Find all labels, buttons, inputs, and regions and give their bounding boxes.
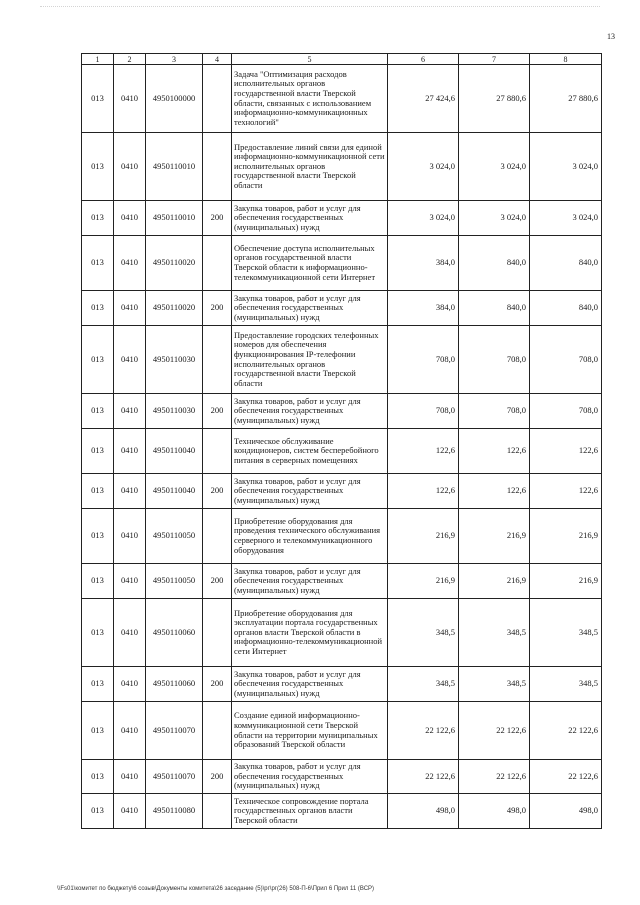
amount-2019-cell: 348,5 bbox=[530, 599, 602, 667]
grbs-code-cell: 013 bbox=[82, 509, 114, 564]
amount-2018-cell: 122,6 bbox=[459, 474, 530, 509]
description-cell: Закупка товаров, работ и услуг для обеспечения государственных (муниципальных) нужд bbox=[232, 667, 388, 702]
amount-2018-cell: 708,0 bbox=[459, 326, 530, 394]
amount-2017-cell: 708,0 bbox=[388, 326, 459, 394]
description-cell: Техническое сопровождение портала государственных органов власти Тверской области bbox=[232, 794, 388, 829]
target-article-code-cell: 4950110070 bbox=[146, 760, 203, 794]
table-row bbox=[82, 133, 602, 201]
grbs-code-cell: 013 bbox=[82, 394, 114, 429]
table-row bbox=[82, 291, 602, 326]
amount-2019-cell: 27 880,6 bbox=[530, 65, 602, 133]
amount-2018-cell: 3 024,0 bbox=[459, 133, 530, 201]
grbs-code-cell: 013 bbox=[82, 65, 114, 133]
amount-2017-cell: 27 424,6 bbox=[388, 65, 459, 133]
amount-2018-cell: 708,0 bbox=[459, 394, 530, 429]
budget-table bbox=[81, 53, 602, 829]
table-row bbox=[82, 509, 602, 564]
target-article-code-cell: 4950110070 bbox=[146, 702, 203, 760]
column-header: 8 bbox=[530, 54, 602, 65]
section-code-cell: 0410 bbox=[114, 394, 146, 429]
column-header: 6 bbox=[388, 54, 459, 65]
expense-type-code-cell bbox=[203, 236, 232, 291]
section-code-cell: 0410 bbox=[114, 509, 146, 564]
table-row bbox=[82, 564, 602, 599]
grbs-code-cell: 013 bbox=[82, 794, 114, 829]
amount-2017-cell: 22 122,6 bbox=[388, 702, 459, 760]
amount-2017-cell: 348,5 bbox=[388, 667, 459, 702]
section-code-cell: 0410 bbox=[114, 133, 146, 201]
amount-2017-cell: 122,6 bbox=[388, 474, 459, 509]
grbs-code-cell: 013 bbox=[82, 236, 114, 291]
amount-2019-cell: 3 024,0 bbox=[530, 133, 602, 201]
expense-type-code-cell bbox=[203, 429, 232, 474]
amount-2019-cell: 122,6 bbox=[530, 474, 602, 509]
description-cell: Приобретение оборудования для эксплуатации портала государственных органов власти Тверской области в информационно-телекоммуникационной сети Интернет bbox=[232, 599, 388, 667]
expense-type-code-cell: 200 bbox=[203, 760, 232, 794]
table-row bbox=[82, 760, 602, 794]
scan-artifact-line bbox=[40, 6, 600, 10]
amount-2019-cell: 708,0 bbox=[530, 326, 602, 394]
target-article-code-cell: 4950110020 bbox=[146, 291, 203, 326]
amount-2019-cell: 708,0 bbox=[530, 394, 602, 429]
expense-type-code-cell bbox=[203, 326, 232, 394]
expense-type-code-cell bbox=[203, 65, 232, 133]
amount-2018-cell: 122,6 bbox=[459, 429, 530, 474]
column-header: 3 bbox=[146, 54, 203, 65]
table-row bbox=[82, 236, 602, 291]
amount-2018-cell: 22 122,6 bbox=[459, 702, 530, 760]
amount-2019-cell: 348,5 bbox=[530, 667, 602, 702]
amount-2019-cell: 22 122,6 bbox=[530, 702, 602, 760]
grbs-code-cell: 013 bbox=[82, 201, 114, 236]
grbs-code-cell: 013 bbox=[82, 474, 114, 509]
table-row bbox=[82, 201, 602, 236]
expense-type-code-cell: 200 bbox=[203, 201, 232, 236]
target-article-code-cell: 4950110030 bbox=[146, 394, 203, 429]
grbs-code-cell: 013 bbox=[82, 133, 114, 201]
grbs-code-cell: 013 bbox=[82, 326, 114, 394]
amount-2018-cell: 348,5 bbox=[459, 667, 530, 702]
amount-2017-cell: 216,9 bbox=[388, 509, 459, 564]
description-cell: Приобретение оборудования для проведения технического обслуживания серверного и телекоммуникационного оборудования bbox=[232, 509, 388, 564]
table-row bbox=[82, 702, 602, 760]
section-code-cell: 0410 bbox=[114, 760, 146, 794]
section-code-cell: 0410 bbox=[114, 667, 146, 702]
amount-2019-cell: 498,0 bbox=[530, 794, 602, 829]
description-cell: Создание единой информационно-коммуникационной сети Тверской области на территории муниципальных образований Тверской области bbox=[232, 702, 388, 760]
table-row bbox=[82, 794, 602, 829]
amount-2019-cell: 216,9 bbox=[530, 564, 602, 599]
amount-2017-cell: 22 122,6 bbox=[388, 760, 459, 794]
section-code-cell: 0410 bbox=[114, 474, 146, 509]
section-code-cell: 0410 bbox=[114, 201, 146, 236]
amount-2017-cell: 216,9 bbox=[388, 564, 459, 599]
description-cell: Обеспечение доступа исполнительных органов государственной власти Тверской области к информационно-телекоммуникационной сети Интернет bbox=[232, 236, 388, 291]
amount-2019-cell: 122,6 bbox=[530, 429, 602, 474]
grbs-code-cell: 013 bbox=[82, 291, 114, 326]
amount-2018-cell: 3 024,0 bbox=[459, 201, 530, 236]
column-header: 2 bbox=[114, 54, 146, 65]
target-article-code-cell: 4950110060 bbox=[146, 667, 203, 702]
page-number: 13 bbox=[607, 32, 615, 41]
expense-type-code-cell bbox=[203, 599, 232, 667]
column-header: 5 bbox=[232, 54, 388, 65]
section-code-cell: 0410 bbox=[114, 291, 146, 326]
grbs-code-cell: 013 bbox=[82, 702, 114, 760]
grbs-code-cell: 013 bbox=[82, 599, 114, 667]
section-code-cell: 0410 bbox=[114, 794, 146, 829]
table-row bbox=[82, 326, 602, 394]
amount-2017-cell: 498,0 bbox=[388, 794, 459, 829]
target-article-code-cell: 4950110080 bbox=[146, 794, 203, 829]
description-cell: Задача "Оптимизация расходов исполнительных органов государственной власти Тверской области, связанных с использованием информационно-коммуникационных технологий" bbox=[232, 65, 388, 133]
expense-type-code-cell: 200 bbox=[203, 564, 232, 599]
table-row bbox=[82, 667, 602, 702]
grbs-code-cell: 013 bbox=[82, 564, 114, 599]
amount-2019-cell: 22 122,6 bbox=[530, 760, 602, 794]
amount-2018-cell: 348,5 bbox=[459, 599, 530, 667]
section-code-cell: 0410 bbox=[114, 65, 146, 133]
amount-2018-cell: 216,9 bbox=[459, 564, 530, 599]
column-header: 1 bbox=[82, 54, 114, 65]
column-header: 7 bbox=[459, 54, 530, 65]
expense-type-code-cell bbox=[203, 702, 232, 760]
grbs-code-cell: 013 bbox=[82, 429, 114, 474]
column-number-row bbox=[82, 54, 602, 65]
grbs-code-cell: 013 bbox=[82, 667, 114, 702]
table-row bbox=[82, 599, 602, 667]
target-article-code-cell: 4950110010 bbox=[146, 201, 203, 236]
column-header: 4 bbox=[203, 54, 232, 65]
description-cell: Закупка товаров, работ и услуг для обеспечения государственных (муниципальных) нужд bbox=[232, 474, 388, 509]
amount-2019-cell: 3 024,0 bbox=[530, 201, 602, 236]
target-article-code-cell: 4950110050 bbox=[146, 509, 203, 564]
amount-2017-cell: 122,6 bbox=[388, 429, 459, 474]
amount-2017-cell: 384,0 bbox=[388, 236, 459, 291]
description-cell: Закупка товаров, работ и услуг для обеспечения государственных (муниципальных) нужд bbox=[232, 760, 388, 794]
section-code-cell: 0410 bbox=[114, 564, 146, 599]
target-article-code-cell: 4950110020 bbox=[146, 236, 203, 291]
description-cell: Закупка товаров, работ и услуг для обеспечения государственных (муниципальных) нужд bbox=[232, 564, 388, 599]
file-path-footer: \\Fs01\комитет по бюджету\6 созыв\Документы комитета\26 заседание (5)\рг\рг(26) 508-П-6\Прил 6 Прил 11 (ВСР) bbox=[57, 886, 375, 892]
amount-2018-cell: 27 880,6 bbox=[459, 65, 530, 133]
expense-type-code-cell bbox=[203, 509, 232, 564]
target-article-code-cell: 4950110030 bbox=[146, 326, 203, 394]
amount-2018-cell: 498,0 bbox=[459, 794, 530, 829]
description-cell: Техническое обслуживание кондиционеров, систем бесперебойного питания в серверных помещениях bbox=[232, 429, 388, 474]
description-cell: Предоставление линий связи для единой информационно-коммуникационной сети исполнительных органов государственной власти Тверской области bbox=[232, 133, 388, 201]
amount-2017-cell: 3 024,0 bbox=[388, 133, 459, 201]
table-row bbox=[82, 429, 602, 474]
table-row bbox=[82, 394, 602, 429]
target-article-code-cell: 4950110040 bbox=[146, 429, 203, 474]
target-article-code-cell: 4950110040 bbox=[146, 474, 203, 509]
amount-2017-cell: 348,5 bbox=[388, 599, 459, 667]
expense-type-code-cell: 200 bbox=[203, 667, 232, 702]
amount-2017-cell: 3 024,0 bbox=[388, 201, 459, 236]
amount-2019-cell: 840,0 bbox=[530, 236, 602, 291]
table-row bbox=[82, 474, 602, 509]
description-cell: Предоставление городских телефонных номеров для обеспечения функционирования IP-телефонии исполнительных органов государственной власти Тверской области bbox=[232, 326, 388, 394]
amount-2018-cell: 216,9 bbox=[459, 509, 530, 564]
amount-2017-cell: 384,0 bbox=[388, 291, 459, 326]
amount-2017-cell: 708,0 bbox=[388, 394, 459, 429]
grbs-code-cell: 013 bbox=[82, 760, 114, 794]
section-code-cell: 0410 bbox=[114, 702, 146, 760]
section-code-cell: 0410 bbox=[114, 326, 146, 394]
expense-type-code-cell: 200 bbox=[203, 394, 232, 429]
description-cell: Закупка товаров, работ и услуг для обеспечения государственных (муниципальных) нужд bbox=[232, 201, 388, 236]
amount-2019-cell: 840,0 bbox=[530, 291, 602, 326]
target-article-code-cell: 4950110010 bbox=[146, 133, 203, 201]
amount-2018-cell: 22 122,6 bbox=[459, 760, 530, 794]
amount-2018-cell: 840,0 bbox=[459, 291, 530, 326]
target-article-code-cell: 4950110050 bbox=[146, 564, 203, 599]
amount-2018-cell: 840,0 bbox=[459, 236, 530, 291]
section-code-cell: 0410 bbox=[114, 429, 146, 474]
target-article-code-cell: 4950100000 bbox=[146, 65, 203, 133]
expense-type-code-cell: 200 bbox=[203, 474, 232, 509]
section-code-cell: 0410 bbox=[114, 599, 146, 667]
table-row bbox=[82, 65, 602, 133]
description-cell: Закупка товаров, работ и услуг для обеспечения государственных (муниципальных) нужд bbox=[232, 394, 388, 429]
description-cell: Закупка товаров, работ и услуг для обеспечения государственных (муниципальных) нужд bbox=[232, 291, 388, 326]
target-article-code-cell: 4950110060 bbox=[146, 599, 203, 667]
section-code-cell: 0410 bbox=[114, 236, 146, 291]
amount-2019-cell: 216,9 bbox=[530, 509, 602, 564]
expense-type-code-cell bbox=[203, 133, 232, 201]
expense-type-code-cell: 200 bbox=[203, 291, 232, 326]
expense-type-code-cell bbox=[203, 794, 232, 829]
